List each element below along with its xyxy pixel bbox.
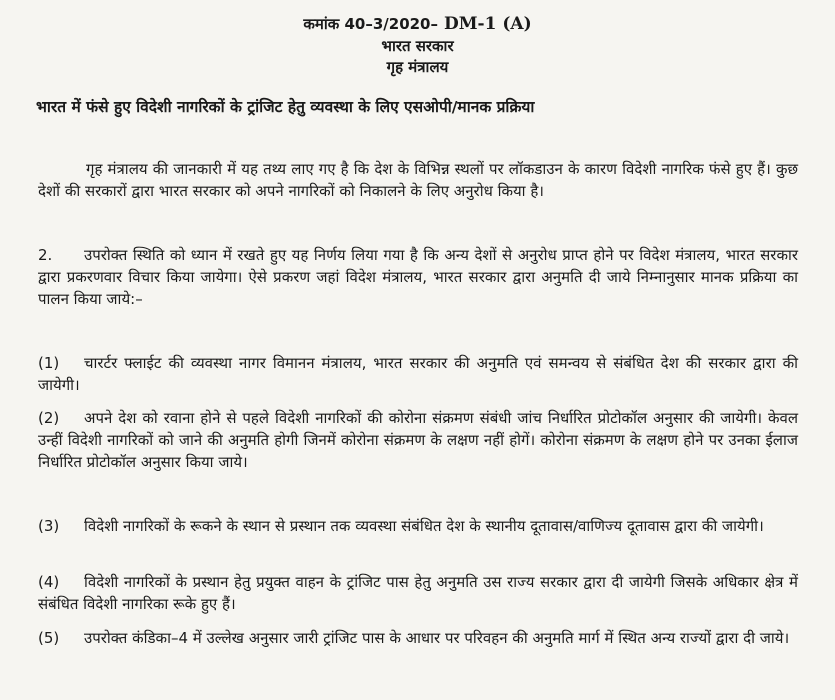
item-number: (3) <box>38 517 60 535</box>
paragraph-text: गृह मंत्रालय की जानकारी में यह तथ्य लाए गए है कि देश के विभिन्न स्थलों पर लॉकडाउन के कारण विदेशी नागरिक फंसे हुए हैं। कुछ देशों की सरकारों द्वारा भारत सरकार को अपने नागरिकों को निकालने के लिए अनुरोध किया है। <box>38 160 798 200</box>
item-4 <box>38 571 798 615</box>
item-number: (5) <box>38 629 60 647</box>
item-number: (1) <box>38 354 60 372</box>
item-text: अपने देश को रवाना होने से पहले विदेशी नागरिकों की कोरोना संक्रमण संबंधी जांच निर्धारित प्रोटोकॉल अनुसार की जायेगी। केवल उन्हीं विदेशी नागरिकों को जाने की अनुमति होगी जिनमें कोरोना संक्रमण के लक्षण नहीं होगें। कोरोना संक्रमण के लक्षण होने पर उनका ईलाज निर्धारित प्रोटोकॉल अनुसार किया जाये। <box>38 409 798 471</box>
document-title: भारत में फंसे हुए विदेशी नागरिकों के ट्रांजिट हेतु व्यवस्था के लिए एसओपी/मानक प्रक्रिया <box>36 98 535 116</box>
item-text: चारर्टर फ्लाईट की व्यवस्था नागर विमानन मंत्रालय, भारत सरकार की अनुमति एवं समन्वय से संबंधित देश की सरकार द्वारा की जायेगी। <box>38 354 798 394</box>
item-number: (4) <box>38 573 60 591</box>
government-name: भारत सरकार <box>381 37 454 55</box>
item-text: विदेशी नागरिकों के रूकने के स्थान से प्रस्थान तक व्यवस्था संबंधित देश के स्थानीय दूतावास/वाणिज्य दूतावास द्वारा की जायेगी। <box>84 517 764 535</box>
reference-code: DM-1 (A) <box>444 14 532 34</box>
paragraph-intro <box>38 158 798 202</box>
paragraph-2 <box>38 244 798 310</box>
reference-prefix: कमांक 40–3/2020– <box>303 15 438 33</box>
item-number: (2) <box>38 409 60 427</box>
paragraph-number: 2. <box>38 246 53 264</box>
item-5 <box>38 627 798 649</box>
item-text: विदेशी नागरिकों के प्रस्थान हेतु प्रयुक्त वाहन के ट्रांजिट पास हेतु अनुमति उस राज्य सरकार द्वारा दी जायेगी जिसके अधिकार क्षेत्र में संबंधित विदेशी नागरिका रूके हुए हैं। <box>38 573 798 613</box>
item-text: उपरोक्त कंडिका–4 में उल्लेख अनुसार जारी ट्रांजिट पास के आधार पर परिवहन की अनुमति मार्ग में स्थित अन्य राज्यों द्वारा दी जाये। <box>84 629 790 647</box>
item-1 <box>38 352 798 396</box>
reference-number <box>0 14 835 34</box>
ministry-name: गृह मंत्रालय <box>386 58 449 76</box>
paragraph-text: उपरोक्त स्थिति को ध्यान में रखते हुए यह निर्णय लिया गया है कि अन्य देशों से अनुरोध प्राप्त होने पर विदेश मंत्रालय, भारत सरकार द्वारा प्रकरणवार विचार किया जायेगा। ऐसे प्रकरण जहां विदेश मंत्रालय, भारत सरकार द्वारा अनुमति दी जाये निम्नानुसार मानक प्रक्रिया का पालन किया जाये:– <box>38 246 798 308</box>
item-3 <box>38 515 798 537</box>
item-2 <box>38 407 798 473</box>
